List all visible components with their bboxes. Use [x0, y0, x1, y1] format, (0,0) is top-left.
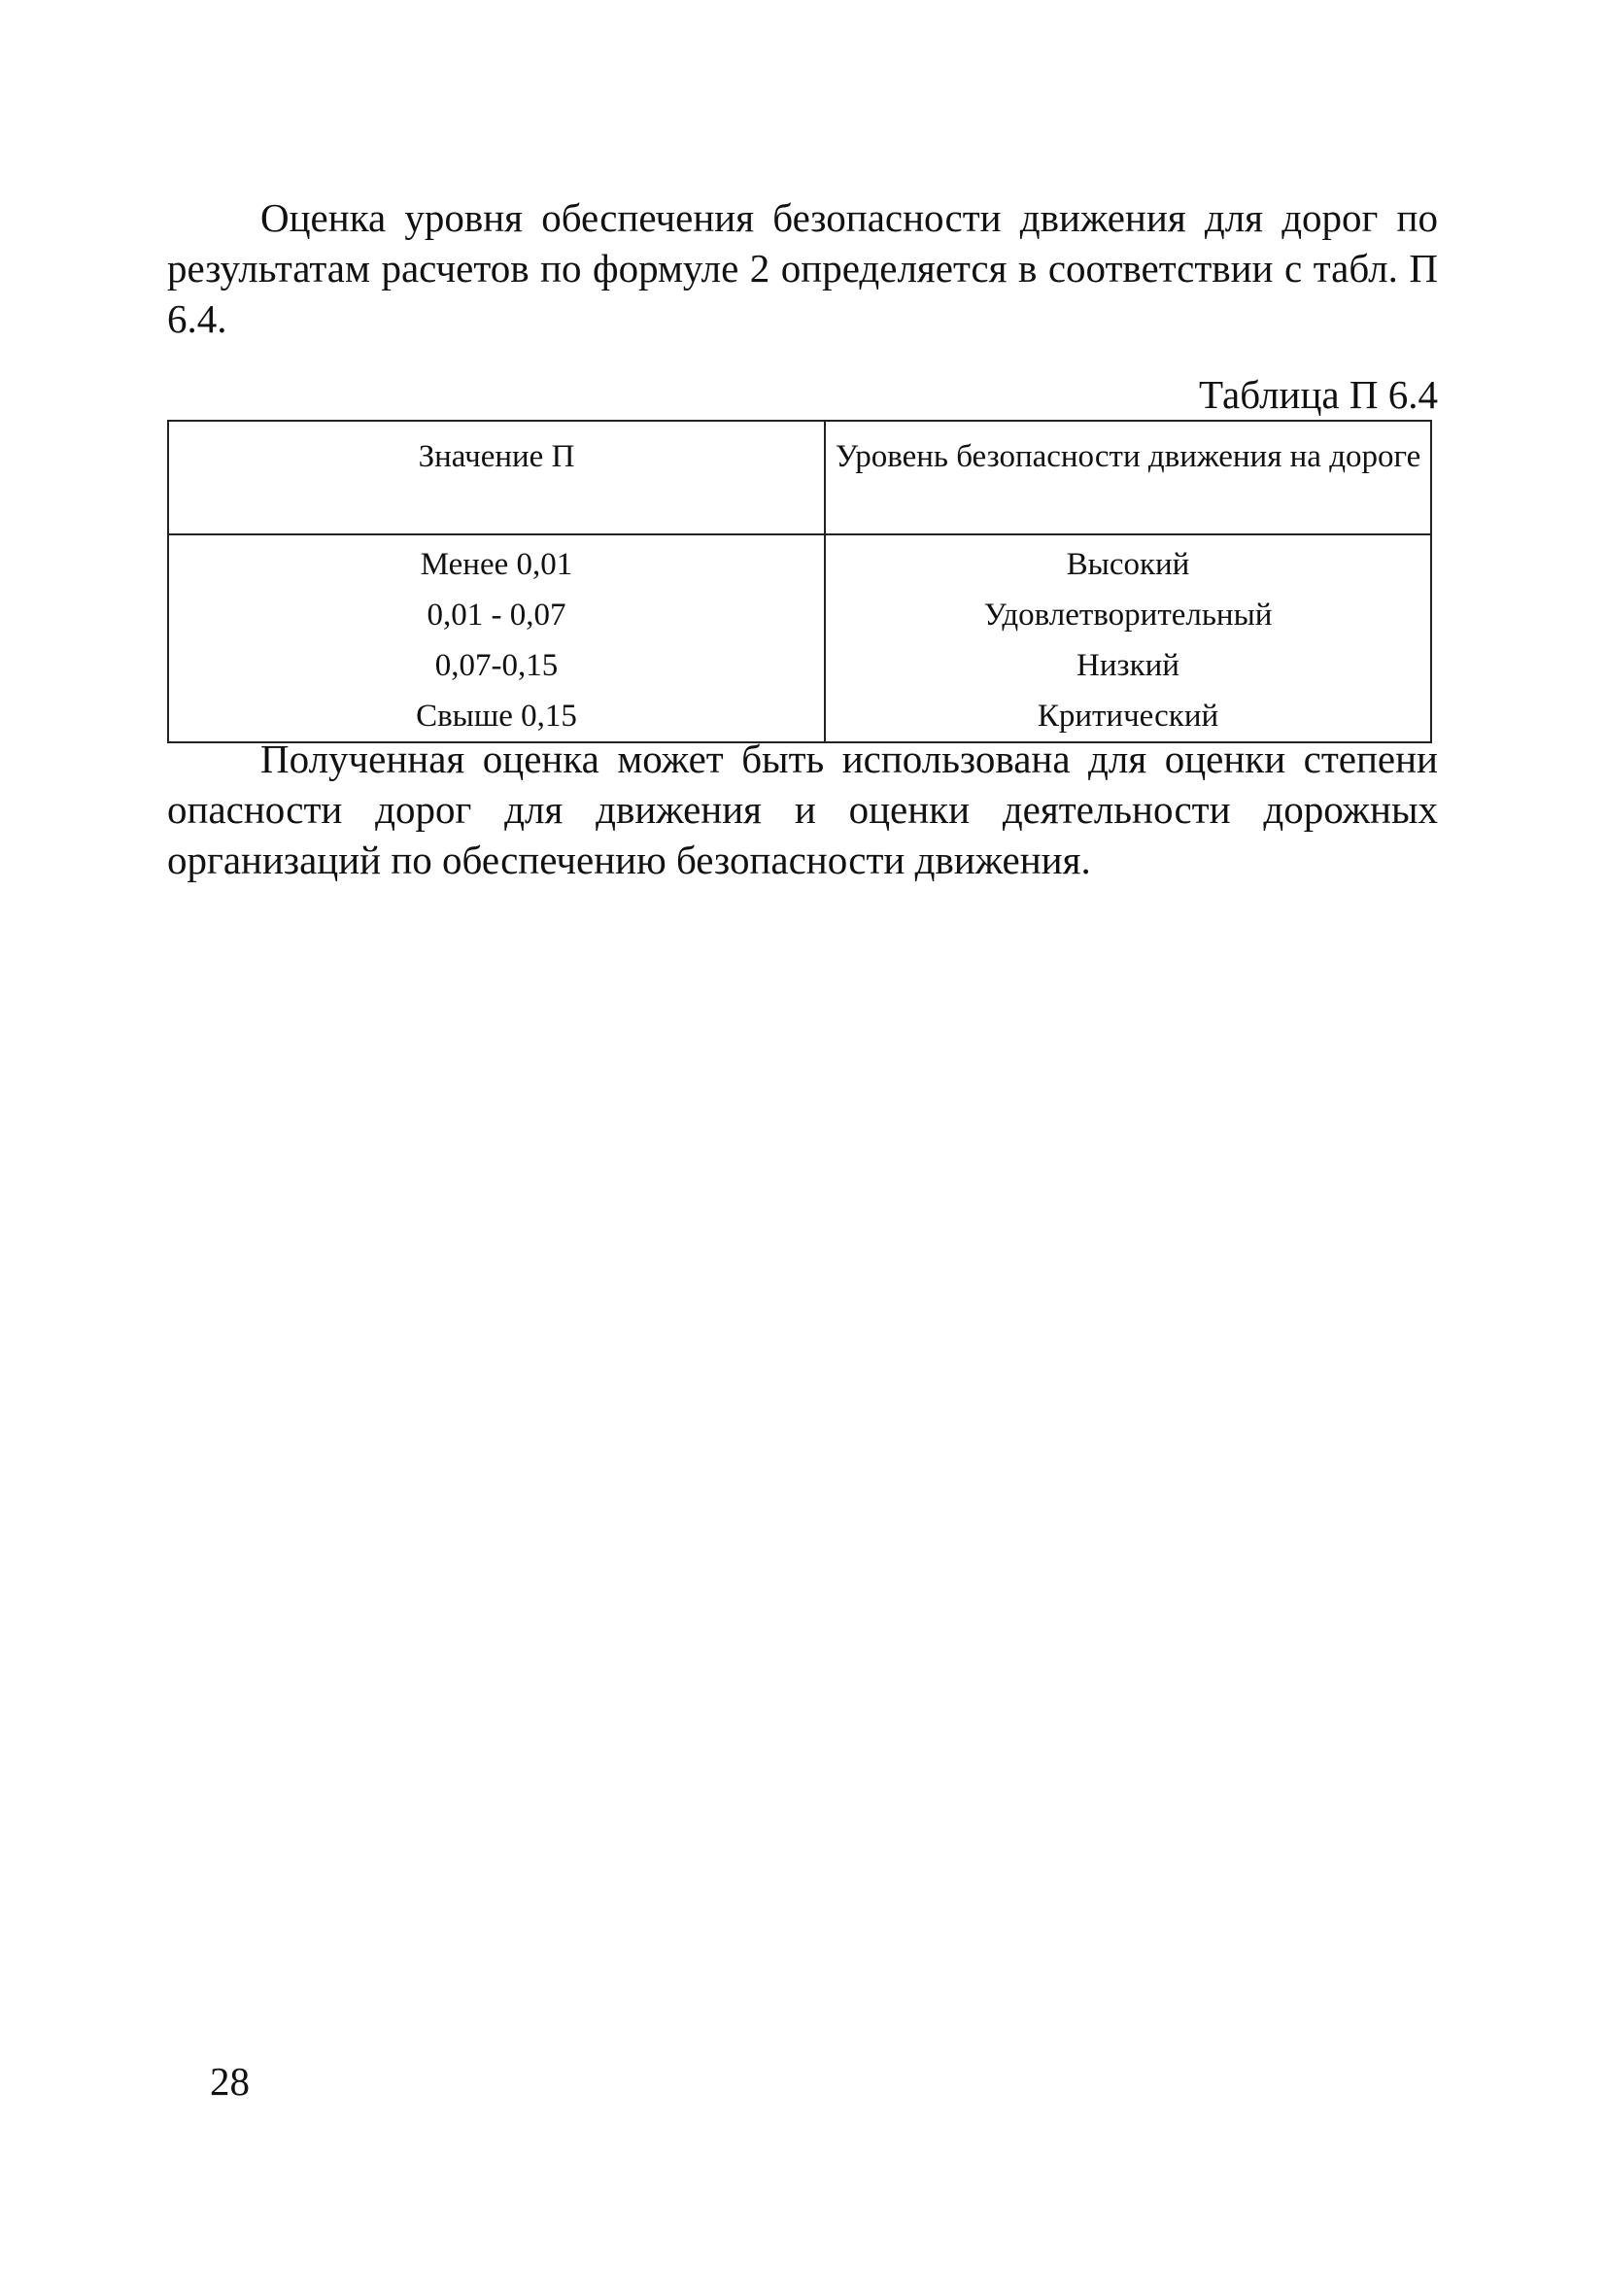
table-row	[168, 640, 1431, 691]
table-header-level: Уровень безопасности движения на дороге	[825, 421, 1431, 534]
table-cell-level: Критический	[825, 691, 1431, 742]
table-row	[168, 534, 1431, 590]
paragraph-intro: Оценка уровня обеспечения безопасности движения для дорог по результатам расчетов по формуле 2 определяется в соответствии с табл. П 6.4.	[167, 195, 1438, 341]
table-row	[168, 590, 1431, 640]
table-header-row	[168, 421, 1431, 534]
paragraph-conclusion: Полученная оценка может быть использована для оценки степени опасности дорог для движения и оценки деятельности дорожных организаций по обеспечению безопасности движения.	[167, 737, 1438, 882]
page-number: 28	[210, 2059, 250, 2104]
table-cell-value: 0,01 - 0,07	[168, 590, 825, 640]
table-header-value: Значение П	[168, 421, 825, 534]
table-cell-value: Менее 0,01	[168, 534, 825, 590]
table-cell-level: Высокий	[825, 534, 1431, 590]
table-cell-level: Удовлетворительный	[825, 590, 1431, 640]
table-cell-level: Низкий	[825, 640, 1431, 691]
safety-level-table	[167, 420, 1432, 743]
table-cell-value: 0,07-0,15	[168, 640, 825, 691]
table-caption: Таблица П 6.4	[1199, 372, 1438, 417]
table-cell-value: Свыше 0,15	[168, 691, 825, 742]
